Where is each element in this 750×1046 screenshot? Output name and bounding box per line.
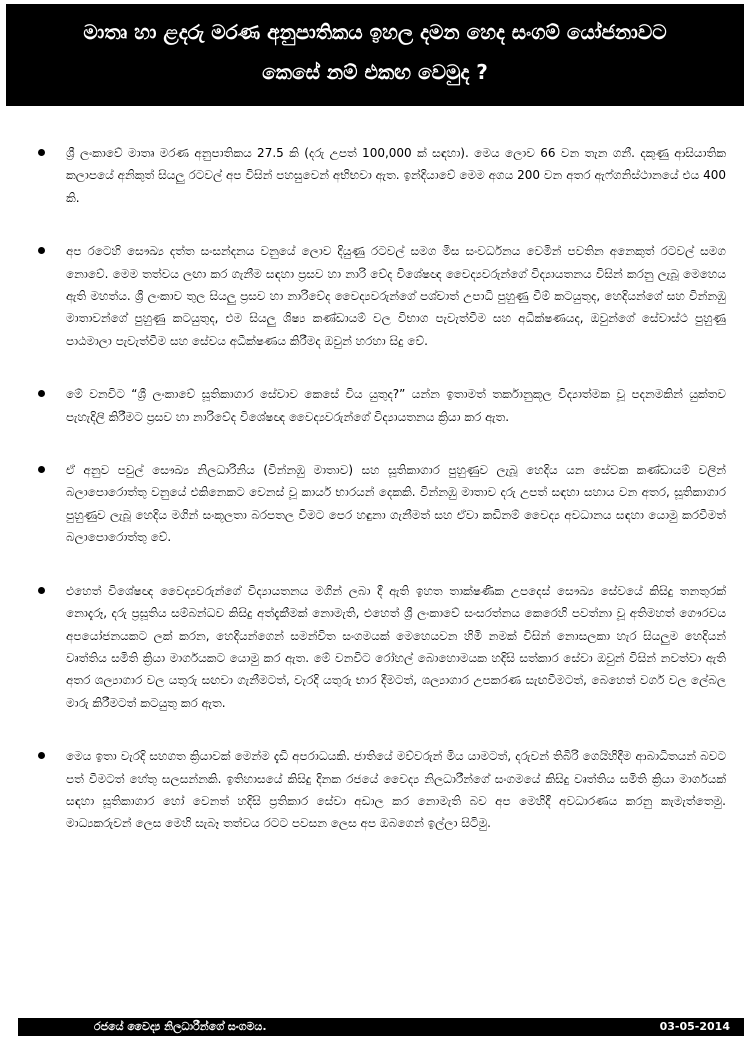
bullet-point-icon [38, 149, 45, 156]
footer-organization: රජයේ වෛද්‍ය නිලධාරීන්ගේ සංගමය. [94, 1020, 267, 1033]
paragraph-text: එහෙත් විශේෂඥ වෛද්‍යවරුන්ගේ විද්‍යායතනය මගින් ලබා දී ඇති ඉහත තාක්ෂණික උපදෙස් සෞඛ්‍ය සේවයේ කිසිදු තනතුරක් නොදැරූ, දරු ප්‍රසූතිය සම්බන්ධව කිසිදු අත්දැකීමක් නොමැති, එහෙත් ශ්‍රී ලංකාවේ සංසරත්නය කෙරෙහි පවත්නා වූ අතිමහත් ගෞරවය අපයෝජනයකට ලක් කරන, හෙදියන්ගෙන් සමන්විත සංගමයක් මෙහෙයවන හිමි නමක් විසින් නොසලකා හැර සියලුම හෙදියන් වෘත්තිය සමිති ක්‍රියා මාර්ගයකට යොමු කර ඇත. මේ වනවිට රෝහල් බොහොමයක හදිසි සත්කාර සේවා ඔවුන් විසින් නවත්වා ඇති අතර ශල්‍යාගාර වල යතුරු සඟවා ගැනීමටත්, වැරදි යතුරු භාර දීමටත්, ශල්‍යාගාර උපකරණ සැඟවීමටත්, බෙහෙත් වර්ග වල ලේබල මාරු කිරීමටත් කටයුතු කර ඇත. [66, 583, 726, 710]
page-title-line-1: මාතෘ හා ළදරු මරණ අනුපාතිකය ඉහල දමන හෙද සංගම් යෝජනාවට [83, 20, 667, 44]
bullet-point-icon [38, 247, 45, 254]
paragraph-text: මේ වනවිට “ශ්‍රී ලංකාවේ සූතිකාගාර සේවාව කෙසේ විය යුතුද?” යන්න ඉතාමත් තර්කානුකූල විද්‍යාත්මක වූ පදනමකින් යුක්තව පැහැදිලි කිරීමට ප්‍රසව හා නාරිවේද විශේෂඥ වෛද්‍යවරුන්ගේ විද්‍යායතනය ක්‍රියා කර ඇත. [66, 387, 726, 424]
bullet-point-icon [38, 466, 45, 473]
paragraph-text: ඒ අනුව පවුල් සෞඛ්‍ය නිලධාරිනිය (වින්නඹු මාතාව) සහ සූතිකාගාර පුහුණුව ලැබූ හෙදිය යන සේවක කණ්ඩායම් වලින් බලාපොරොත්තු වනුයේ එකිනෙකට වෙනස් වූ කාර්ය භාරයන් දෙකකි. වින්නඹු මාතාව දරු උපත් සඳහා සහාය වන අතර, සූතිකාගාර පුහුණුව ලැබූ හෙදිය මගින් සංකූලතා බරපතල වීමට පෙර හඳුනා ගැනීමත් සහ ඒවා කඩිනම් වෛද්‍ය අවධානය සඳහා යොමු කරවීමත් බලාපොරොත්තු වේ. [66, 463, 726, 545]
bullet-item-1 [30, 142, 726, 209]
page-title-line-2: කෙසේ නම් එකඟ වෙමුද ? [262, 60, 488, 84]
bullet-item-6 [30, 745, 726, 835]
bullet-item-3 [30, 383, 726, 428]
bullet-item-2 [30, 240, 726, 352]
bullet-point-icon [38, 752, 45, 759]
paragraph-text: අප රටෙහි සෞඛ්‍ය දත්ත සංසන්දනය වනුයේ ලොව දියුණු රටවල් සමග මිස සංවර්ධනය වෙමින් පවතින අනෙකුත් රටවල් සමග නොවේ. මෙම තත්වය ලඟා කර ගැනීම සඳහා ප්‍රසව හා නාරි වේද විශේෂඥ වෛද්‍යවරුන්ගේ විද්‍යායතනය විසින් කරනු ලැබූ මෙහෙය ඇති මහත්ය. ශ්‍රී ලංකාව තුල සියලු ප්‍රසව හා නාරිවේද වෛද්‍යවරුන්ගේ පශ්චාත් උපාධි පුහුණු වීම් කටයුතුද, හෙදියන්ගේ සහ වින්නඹු මාතාවන්ගේ පුහුණු කටයුතුද, එම සියලු ශිෂ්‍ය කණ්ඩායම් වල විභාග පැවැත්වීම සහ අධීක්ෂණයද, ඔවුන්ගේ සේවාස්ථ පුහුණු පාඨමාලා පැවැත්වීම සහ සේවය අධීක්ෂණය කිරීමද ඔවුන් හරහා සිදු වේ. [66, 244, 726, 348]
footer-date: 03-05-2014 [659, 1020, 730, 1033]
bullet-list [30, 142, 726, 998]
bullet-item-4 [30, 459, 726, 549]
bullet-point-icon [38, 390, 45, 397]
paragraph-text: මෙය ඉතා වැරදි සහගත ක්‍රියාවක් මෙන්ම දැඩි අපරාධයකි. ජාතියේ මව්වරුන් මිය යාමටත්, දරුවන් තිබිරි ගෙයිහිදීම ආබාධිතයන් බවට පත් වීමටත් හේතු සලසන්නකි. ඉතිහාසයේ කිසිදු දිනක රජයේ වෛද්‍ය නිලධාරීන්ගේ සංගමයේ කිසිදු වෘත්තිය සමිති ක්‍රියා මාර්ගයක් සඳහා සූතිකාගාර හෝ වෙනත් හදිසි ප්‍රතිකාර සේවා අඩාල කර නොමැති බව අප මෙහිදී අවධාරණය කරනු කැමැත්තෙමු. මාධ්‍යකරුවන් ලෙස මෙහි සැබෑ තත්වය රටට පවසන ලෙස අප ඔබගෙන් ඉල්ලා සිටිමු. [66, 749, 726, 831]
bullet-item-5 [30, 580, 726, 714]
page-footer [18, 1018, 744, 1036]
page-header [6, 4, 744, 106]
paragraph-text: ශ්‍රී ලංකාවේ මාතෘ මරණ අනුපාතිකය 27.5 කි (දරු උපත් 100,000 ක් සඳහා). මෙය ලොව 66 වන තැන ගනී. දකුණු ආසියාතික කලාපයේ අනිකුත් සියලු රටවල් අප විසින් පහසුවෙන් අභිභවා ඇත. ඉන්දියාවේ මෙම අගය 200 වන අතර ඇෆ්ගනිස්ථානයේ එය 400 කි. [66, 146, 726, 205]
bullet-point-icon [38, 587, 45, 594]
